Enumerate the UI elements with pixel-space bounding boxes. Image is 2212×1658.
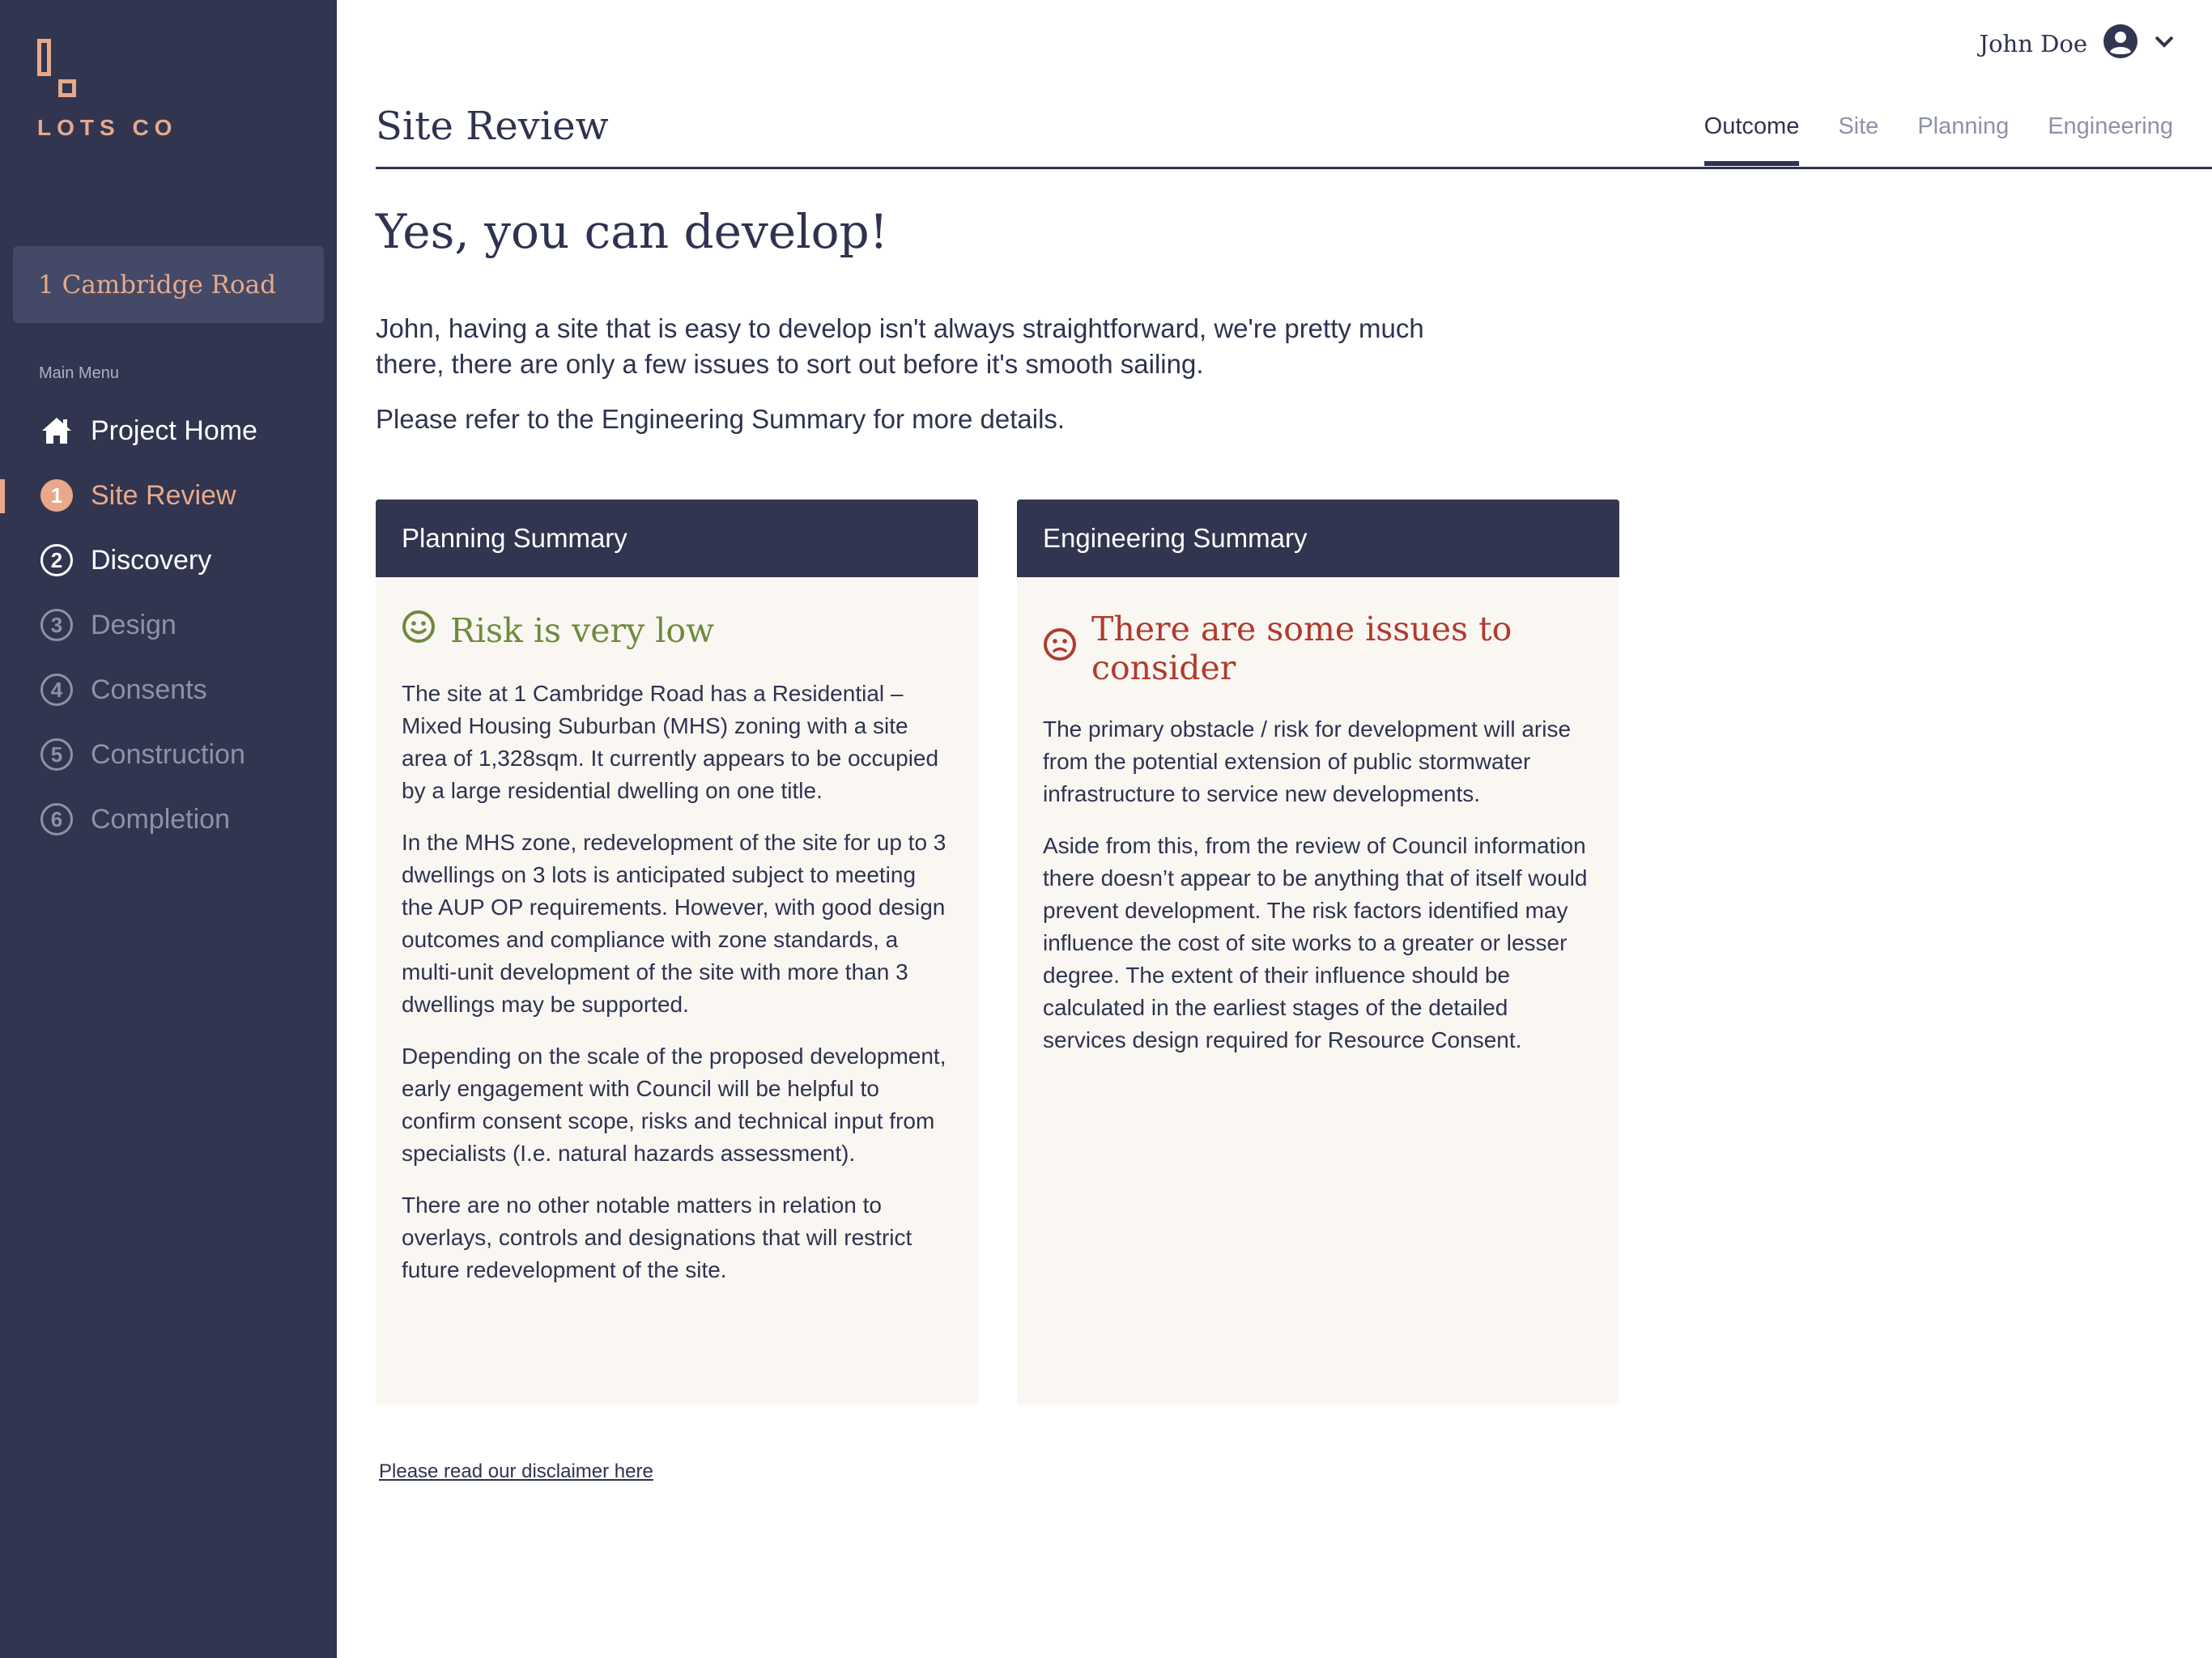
engineering-summary-card xyxy=(1017,500,1619,1405)
sidebar-item-label: Consents xyxy=(91,674,207,705)
active-indicator xyxy=(0,479,5,513)
sidebar-item-site-review[interactable] xyxy=(0,463,337,528)
status-label: There are some issues to consider xyxy=(1091,610,1512,687)
logo-text: LOTS CO xyxy=(37,115,178,140)
sidebar-item-label: Discovery xyxy=(91,544,212,576)
step-4-icon: 4 xyxy=(40,674,73,706)
main-menu-title: Main Menu xyxy=(39,364,119,382)
sidebar-item-construction[interactable] xyxy=(0,722,337,787)
tab-engineering[interactable]: Engineering xyxy=(2048,113,2173,139)
card-title: Planning Summary xyxy=(376,500,978,577)
page-title: Site Review xyxy=(376,104,609,149)
smile-icon xyxy=(402,610,436,652)
sidebar xyxy=(0,0,337,1658)
main-menu xyxy=(0,398,337,852)
summary-paragraph: The site at 1 Cambridge Road has a Residential – Mixed Housing Suburban (MHS) zoning with a site area of 1,328sqm. It currently appears to be occupied by a large residential dwelling on one title. xyxy=(402,681,939,803)
tab-planning[interactable]: Planning xyxy=(1917,113,2010,139)
logo[interactable] xyxy=(37,39,177,141)
summary-paragraph: Depending on the scale of the proposed development, early engagement with Council will be helpful to confirm consent scope, risks and technical input from specialists (I.e. natural hazards assessment). xyxy=(402,1044,946,1166)
user-name: John Doe xyxy=(1979,29,2087,57)
user-avatar-icon xyxy=(2104,24,2138,62)
intro-paragraph: John, having a site that is easy to develop isn't always straightforward, we're pretty much there, there are only a few issues to sort out before it's smooth sailing. xyxy=(376,313,1424,379)
sidebar-item-label: Project Home xyxy=(91,414,257,446)
home-icon xyxy=(39,413,74,449)
card-title: Engineering Summary xyxy=(1017,500,1619,577)
planning-status xyxy=(402,610,978,652)
sidebar-item-project-home[interactable] xyxy=(0,398,337,463)
intro-paragraph: Please refer to the Engineering Summary for more details. xyxy=(376,404,1066,434)
step-3-icon: 3 xyxy=(40,609,73,641)
step-2-icon: 2 xyxy=(40,544,73,576)
sidebar-item-consents[interactable] xyxy=(0,657,337,722)
summary-paragraph: In the MHS zone, redevelopment of the site for up to 3 dwellings on 3 lots is anticipated subject to meeting the AUP OP requirements. However, with good design outcomes and compliance with zone standards, a multi-unit development of the site with more than 3 dwellings may be supported. xyxy=(402,830,946,1017)
sidebar-item-label: Completion xyxy=(91,803,230,835)
intro xyxy=(376,311,1428,457)
user-menu[interactable] xyxy=(1979,24,2175,62)
project-selector[interactable]: 1 Cambridge Road xyxy=(13,246,324,323)
step-6-icon: 6 xyxy=(40,803,73,835)
sidebar-item-label: Design xyxy=(91,609,177,640)
summary-paragraph: The primary obstacle / risk for development will arise from the potential extension of public stormwater infrastructure to service new developments. xyxy=(1043,716,1572,806)
tab-outcome[interactable]: Outcome xyxy=(1704,113,1800,161)
header-divider xyxy=(376,167,2212,169)
sidebar-item-discovery[interactable] xyxy=(0,528,337,593)
planning-summary-card xyxy=(376,500,978,1405)
sidebar-item-label: Construction xyxy=(91,738,245,770)
engineering-status xyxy=(1043,610,1619,687)
tab-bar xyxy=(1704,113,2173,161)
sidebar-item-completion[interactable] xyxy=(0,787,337,852)
disclaimer-link[interactable]: Please read our disclaimer here xyxy=(379,1460,653,1482)
summary-paragraph: There are no other notable matters in relation to overlays, controls and designations that will restrict future redevelopment of the site. xyxy=(402,1192,912,1282)
status-label: Risk is very low xyxy=(450,611,715,650)
sidebar-item-label: Site Review xyxy=(91,479,236,511)
chevron-down-icon[interactable] xyxy=(2154,34,2175,53)
summary-paragraph: Aside from this, from the review of Council information there doesn’t appear to be anything that of itself would prevent development. The risk factors identified may influence the cost of site works to a greater or lesser degree. The extent of their influence should be calculated in the earliest stages of the detailed services design required for Resource Consent. xyxy=(1043,833,1588,1052)
logo-mark-icon xyxy=(37,39,79,99)
step-1-icon: 1 xyxy=(40,479,73,512)
tab-site[interactable]: Site xyxy=(1838,113,1879,139)
sidebar-item-design[interactable] xyxy=(0,593,337,657)
outcome-headline: Yes, you can develop! xyxy=(376,204,888,259)
frown-icon xyxy=(1043,627,1077,670)
step-5-icon: 5 xyxy=(40,738,73,771)
card-body xyxy=(1017,687,1619,1056)
card-body xyxy=(376,652,978,1286)
